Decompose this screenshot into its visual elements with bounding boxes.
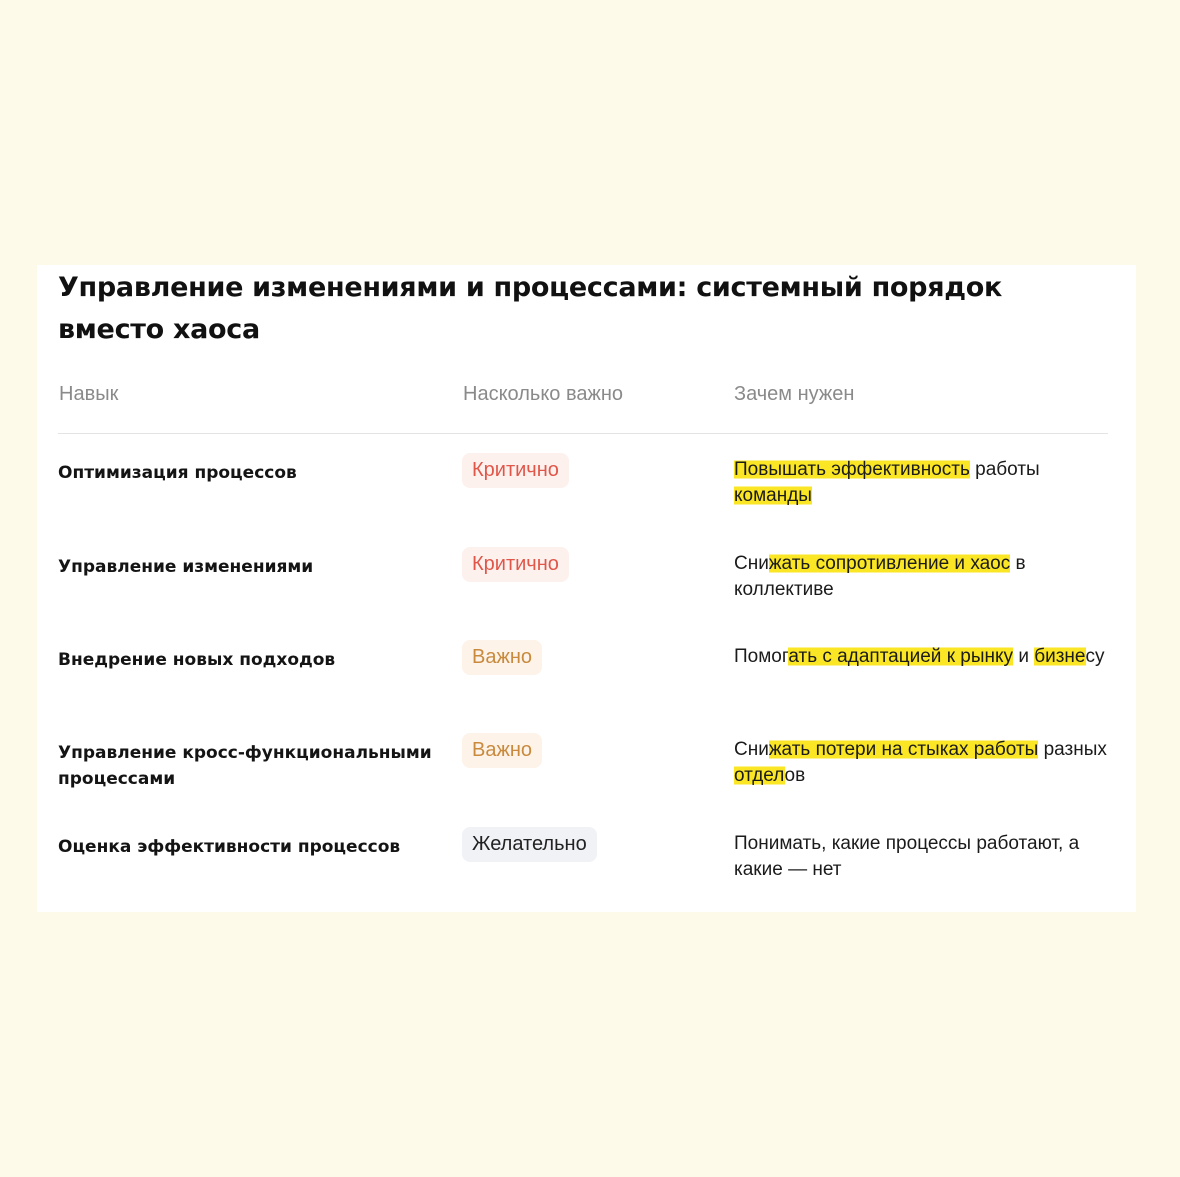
importance-badge: Важно [462,733,542,768]
table-row [37,647,1136,737]
reason-text-part: ов [784,765,806,786]
highlighted-text: жать потери на стыках работы [768,739,1039,760]
header-divider [58,433,1108,434]
skill-name: Управление изменениями [58,557,314,577]
importance-badge: Критично [462,547,569,582]
importance-badge: Критично [462,453,569,488]
column-header-importance: Насколько важно [463,383,624,405]
highlighted-text: ать с адаптацией к рынку [788,646,1014,667]
reason-text [734,831,1114,883]
skill-name: Оптимизация процессов [58,463,297,483]
skill-name: Оценка эффективности процессов [58,837,401,857]
reason-text [734,551,1114,603]
reason-text-part: су [1085,646,1105,667]
importance-badge: Желательно [462,827,597,862]
reason-text-part: в коллективе [734,553,1026,600]
importance-badge: Важно [462,640,542,675]
reason-text-part: разных [1038,739,1107,760]
table-row [37,834,1136,924]
skill-name: Управление кросс-функциональными процессами [58,743,432,789]
reason-text-part: Понимать, какие процессы работают, а какие — нет [734,833,1080,880]
reason-text [734,737,1114,789]
table-header [37,383,1136,413]
highlighted-text: жать сопротивление и хаос [768,553,1011,574]
column-header-reason: Зачем нужен [734,383,855,405]
table-row [37,740,1136,830]
highlighted-text: команды [734,485,812,506]
table-row [37,460,1136,550]
skills-card [37,265,1136,912]
table-row [37,554,1136,644]
page-title: Управление изменениями и процессами: системный порядок вместо хаоса [58,272,1003,345]
highlighted-text: Повышать эффективность [734,459,970,480]
column-header-skill: Навык [59,383,119,405]
reason-text-part: Сни [734,739,769,760]
highlighted-text: бизне [1034,646,1086,667]
reason-text-part: Сни [734,553,769,574]
skill-name: Внедрение новых подходов [58,650,336,670]
reason-text [734,644,1114,670]
highlighted-text: отдел [734,765,785,786]
reason-text [734,457,1114,509]
reason-text-part: и [1013,646,1035,667]
reason-text-part: работы [969,459,1040,480]
reason-text-part: Помог [734,646,789,667]
